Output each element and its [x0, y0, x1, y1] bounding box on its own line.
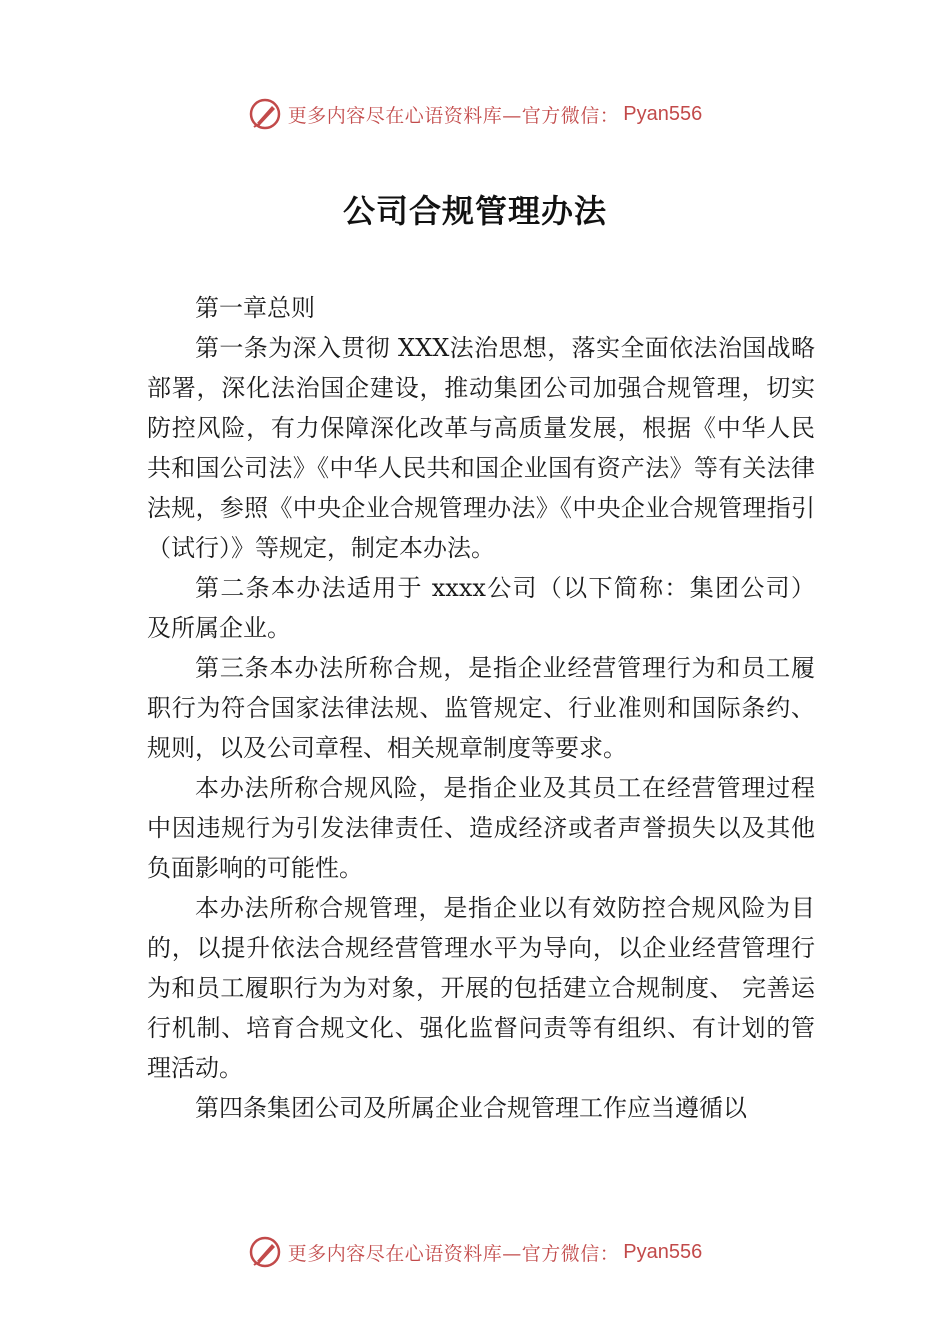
- header-watermark: [0, 94, 950, 134]
- watermark-wechat-id: Pyan556: [623, 1240, 703, 1263]
- footer-watermark: [0, 1232, 950, 1272]
- watermark-wechat-id: Pyan556: [623, 102, 703, 125]
- chapter-heading: 第一章总则: [195, 294, 315, 322]
- watermark-text: 更多内容尽在心语资料库—官方微信：: [287, 104, 620, 127]
- compliance-management-definition: 本办法所称合规管理，是指企业以有效防控合规风险为目的，以提升依法合规经营管理水平为导向，以企业经营管理行为和员工履职行为为对象，开展的包括建立合规制度、 完善运行机制、培育合规文化、强化监督问责等有组织、有计划的管理活动。: [147, 894, 815, 1082]
- article-3: 第三条本办法所称合规，是指企业经营管理行为和员工履职行为符合国家法律法规、监管规定、行业准则和国际条约、规则，以及公司章程、相关规章制度等要求。: [147, 654, 815, 762]
- article-1: 第一条为深入贯彻 XXX法治思想，落实全面依法治国战略部署，深化法治国企建设，推动集团公司加强合规管理，切实防控风险，有力保障深化改革与高质量发展，根据《中华人民共和国公司法》《中华人民共和国企业国有资产法》等有关法律法规，参照《中央企业合规管理办法》《中央企业合规管理指引（试行）》等规定，制定本办法。: [147, 334, 815, 562]
- compliance-risk-definition: 本办法所称合规风险，是指企业及其员工在经营管理过程中因违规行为引发法律责任、造成经济或者声誉损失以及其他负面影响的可能性。: [147, 774, 815, 882]
- document-title: 公司合规管理办法: [342, 192, 607, 230]
- document-body: [147, 288, 815, 1128]
- pen-logo-icon: [248, 97, 282, 131]
- pen-logo-icon: [248, 1235, 282, 1269]
- watermark-text: 更多内容尽在心语资料库—官方微信：: [287, 1242, 620, 1265]
- article-4: 第四条集团公司及所属企业合规管理工作应当遵循以: [195, 1094, 747, 1122]
- article-2: 第二条本办法适用于 xxxx公司（以下简称：集团公司） 及所属企业。: [147, 574, 815, 642]
